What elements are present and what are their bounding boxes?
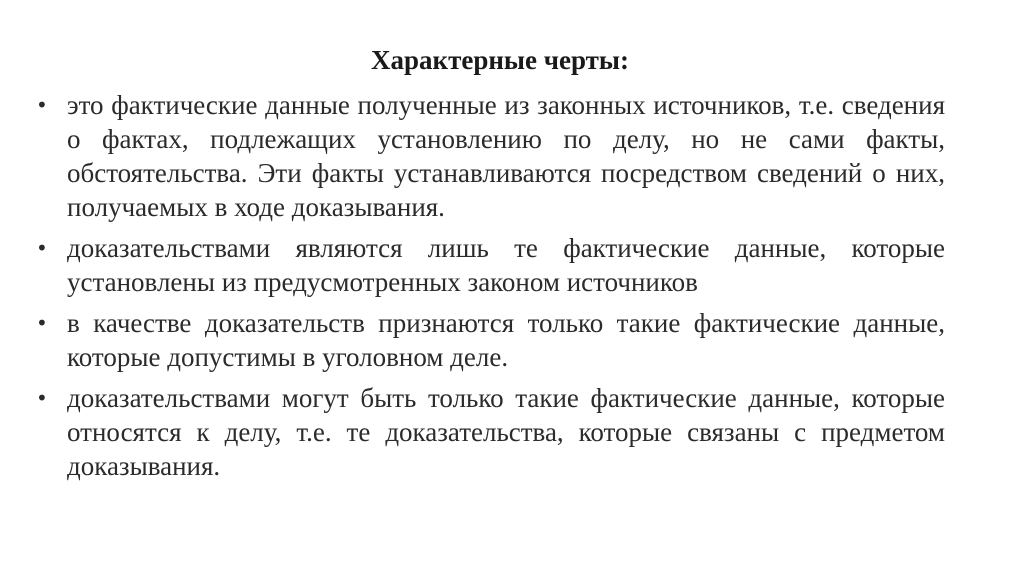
slide-title: Характерные черты: xyxy=(371,45,629,75)
bullet-item xyxy=(36,231,945,299)
bullet-list xyxy=(36,88,945,490)
bullet-dot-icon: • xyxy=(36,311,48,335)
bullet-dot-icon: • xyxy=(36,386,48,410)
bullet-item xyxy=(36,381,945,483)
bullet-text: доказательствами являются лишь те фактические данные, которые установлены из предусмотренных законом источников xyxy=(67,233,945,297)
bullet-dot-icon: • xyxy=(36,93,48,117)
bullet-item xyxy=(36,306,945,374)
bullet-item xyxy=(36,88,945,224)
bullet-text: в качестве доказательств признаются только такие фактические данные, которые допустимы в уголовном деле. xyxy=(67,308,945,372)
bullet-text: это фактические данные полученные из законных источников, т.е. сведения о фактах, подлежащих установлению по делу, но не сами факты, обстоятельства. Эти факты устанавливаются посредством сведений о них, получаемых в ходе доказывания. xyxy=(67,90,945,222)
bullet-text: доказательствами могут быть только такие фактические данные, которые относятся к делу, т.е. те доказательства, которые связаны с предметом доказывания. xyxy=(67,383,945,481)
bullet-dot-icon: • xyxy=(36,236,48,260)
